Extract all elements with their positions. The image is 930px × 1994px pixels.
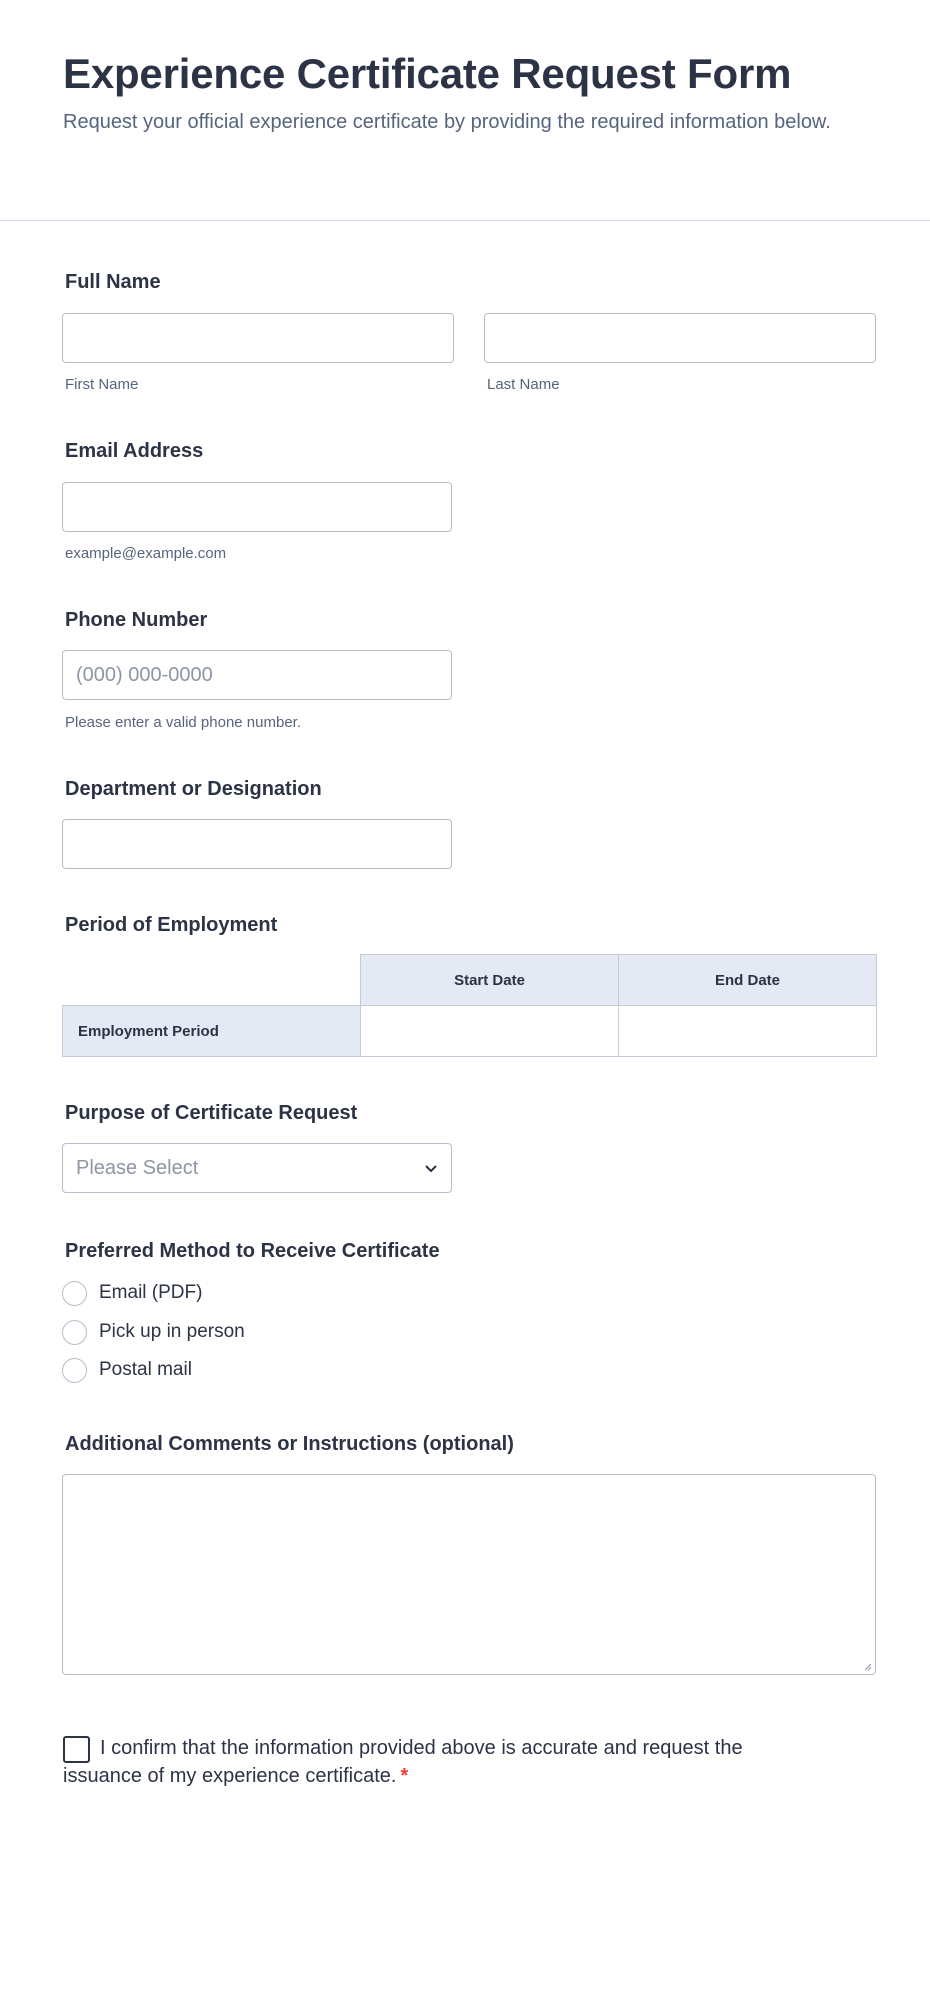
radio-button[interactable] <box>62 1320 87 1345</box>
required-asterisk: * <box>400 1765 409 1787</box>
purpose-selected-value: Please Select <box>76 1157 199 1179</box>
first-name-sublabel: First Name <box>65 376 139 393</box>
method-option-label: Postal mail <box>99 1359 192 1380</box>
employment-matrix <box>62 954 877 1057</box>
radio-button[interactable] <box>62 1281 87 1306</box>
department-input[interactable] <box>62 819 452 869</box>
end-date-header: End Date <box>619 955 877 1006</box>
method-option-email-pdf[interactable] <box>62 1280 202 1306</box>
confirm-text: I confirm that the information provided above is accurate and request the issuance of my experience certificate. <box>63 1737 743 1787</box>
full-name-label: Full Name <box>65 271 161 293</box>
employment-period-row-label: Employment Period <box>63 1006 361 1057</box>
email-label: Email Address <box>65 440 204 462</box>
phone-sublabel: Please enter a valid phone number. <box>65 714 301 731</box>
phone-input[interactable] <box>62 650 452 700</box>
phone-label: Phone Number <box>65 609 208 631</box>
purpose-select[interactable] <box>62 1143 452 1193</box>
email-sublabel: example@example.com <box>65 545 227 562</box>
form-subtitle: Request your official experience certificate by providing the required information below. <box>63 111 831 133</box>
employment-label: Period of Employment <box>65 914 278 936</box>
start-date-header: Start Date <box>361 955 619 1006</box>
matrix-corner <box>63 955 361 1006</box>
comments-label: Additional Comments or Instructions (optional) <box>65 1433 514 1455</box>
radio-button[interactable] <box>62 1358 87 1383</box>
method-option-pick-up[interactable] <box>62 1319 245 1345</box>
method-option-label: Pick up in person <box>99 1321 245 1342</box>
email-input[interactable] <box>62 482 452 532</box>
start-date-cell[interactable] <box>361 1006 619 1057</box>
method-label: Preferred Method to Receive Certificate <box>65 1240 440 1262</box>
first-name-input[interactable] <box>62 313 454 363</box>
chevron-down-icon <box>423 1161 439 1177</box>
confirm-label <box>63 1734 783 1790</box>
form-header <box>0 0 930 221</box>
last-name-input[interactable] <box>484 313 876 363</box>
comments-textarea[interactable] <box>62 1474 876 1675</box>
resize-grip-icon[interactable] <box>862 1661 872 1671</box>
last-name-sublabel: Last Name <box>487 376 560 393</box>
form-title: Experience Certificate Request Form <box>63 50 792 97</box>
end-date-cell[interactable] <box>619 1006 877 1057</box>
purpose-label: Purpose of Certificate Request <box>65 1102 358 1124</box>
method-option-label: Email (PDF) <box>99 1282 203 1303</box>
method-option-postal-mail[interactable] <box>62 1357 192 1383</box>
department-label: Department or Designation <box>65 778 322 800</box>
